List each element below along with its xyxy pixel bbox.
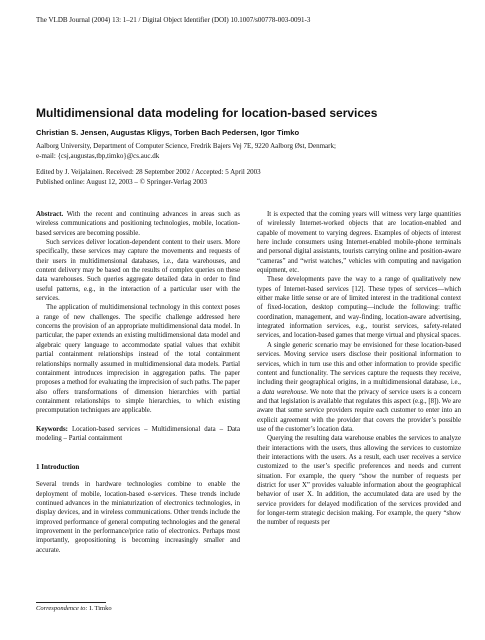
footnote-label: Correspondence to:: [36, 605, 88, 612]
body-paragraph-1: It is expected that the coming years will witness very large quantities of wirelessly Internet-worked objects that are location-enabled and capable of movement to varying degrees. Examples of objects of interest here include consumers using Internet-enabled mobile-phone terminals and personal digital assistants, tourists carrying online and position-aware “cameras” and “wrist watches,” vehicles with computing and navigation equipment, etc.: [257, 211, 461, 275]
affiliation: [36, 142, 456, 161]
body-paragraph-2: These developments pave the way to a range of qualitatively new types of Internet-based services [12]. These types of services—which either make little sense or are of limited interest in the traditional context of fixed-location, desktop computing—include the following: traffic coordination, management, and way-finding, location-aware advertising, integrated information services, e.g., tourist services, safety-related services, and location-based games that merge virtual and physical spaces.: [257, 276, 461, 340]
abstract-paragraph-3: The application of multidimensional technology in this context poses a range of new challenges. The specific challenge addressed here concerns the provision of an appropriate multidimensional data model. In particular, the paper extends an existing multidimensional data model and algebraic query language to accommodate spatial values that exhibit partial containment relationships instead of the total containment relationships normally assumed in multidimensional data models. Partial containment introduces imprecision in aggregation paths. The paper proposes a method for evaluating the imprecision of such paths. The paper also offers transformations of dimension hierarchies with partial containment relationships to simple hierarchies, to which existing precomputation techniques are applicable.: [36, 304, 240, 415]
published-line: Published online: August 12, 2003 – © Springer-Verlag 2003: [36, 177, 208, 186]
publication-dates: [36, 168, 456, 187]
footnote: [36, 604, 240, 613]
keywords-text: Location-based services – Multidimensional data – Data modeling – Partial containment: [36, 425, 240, 442]
running-head: The VLDB Journal (2004) 13: 1–21 / Digital Object Identifier (DOI) 10.1007/s00778-003-0091-3: [36, 16, 311, 24]
body-paragraph-3: [257, 341, 461, 434]
paper-title: Multidimensional data modeling for location-based services: [36, 106, 378, 120]
body-paragraph-4: Querying the resulting data warehouse enables the services to analyze their interactions with the users, thus allowing the services to customize their interactions with the users. As a result, each user receives a service customized to the user’s specific preferences and needs and current situation. For example, the query “show the number of requests per district for user X” provides valuable information about the geographical behavior of user X. In addition, the accumulated data are used by the service providers for delayed modification of the services provided and for longer-term strategic decision making. For example, the query “show the number of requests per: [257, 435, 461, 527]
abstract-text-1: With the recent and continuing advances in areas such as wireless communications and positioning technologies, mobile, location-based services are becoming possible.: [36, 211, 240, 237]
keywords: [36, 425, 240, 444]
footnote-name: I. Timko: [87, 605, 112, 612]
abstract-paragraph-1: [36, 210, 240, 238]
introduction-paragraph-1: Several trends in hardware technologies combine to enable the deployment of mobile, location-based e-services. These trends include continued advances in the miniaturization of electronics technologies, in display devices, and in wireless communications. Other trends include the improved performance of general computing technologies and the general improvement in the performance/price ratio of electronics. Perhaps most importantly, geopositioning is becoming increasingly smaller and accurate.: [36, 481, 240, 554]
left-column: [36, 210, 240, 555]
affiliation-email: e-mail: {csj,augustas,tbp,timko}@cs.auc.dk: [36, 151, 160, 160]
editor-received-line: Edited by J. Veijalainen. Received: 28 September 2002 / Accepted: 5 April 2003: [36, 168, 261, 176]
footnote-rule: [36, 602, 106, 603]
data-warehouse-term: data warehouse: [262, 388, 307, 396]
keywords-label: Keywords:: [36, 425, 68, 433]
body-paragraph-3-end: . We note that the privacy of service users is a concern and that legislation is available that regulates this aspect (e.g., [8]). We are aware that some service providers require each customer to enter into an explicit agreement with the provider that covers the provider’s possible use of the customer’s location data.: [257, 388, 462, 433]
affiliation-address: Aalborg University, Department of Computer Science, Fredrik Bajers Vej 7E, 9220 Aalborg Øst, Denmark;: [36, 142, 336, 150]
section-heading-introduction: 1 Introduction: [36, 463, 80, 472]
body-paragraph-3-start: A single generic scenario may be envisioned for these location-based services. Moving service users disclose their positional information to services, which in turn use this and other information to provide specific content and functionality. The services capture the requests they receive, including their geographical origins, in a multidimensional database, i.e., a: [257, 341, 461, 396]
right-column: [257, 210, 461, 528]
abstract-paragraph-2: Such services deliver location-dependent content to their users. More specifically, these services may capture the movements and requests of their users in multidimensional databases, i.e., data warehouses, and content delivery may be based on the results of complex queries on these data warehouses. Such queries aggregate detailed data in order to find useful patterns, e.g., in the interaction of a particular user with the services.: [36, 239, 240, 303]
author-list: Christian S. Jensen, Augustas Kligys, Torben Bach Pedersen, Igor Timko: [36, 128, 300, 137]
abstract-label: Abstract.: [36, 211, 64, 218]
